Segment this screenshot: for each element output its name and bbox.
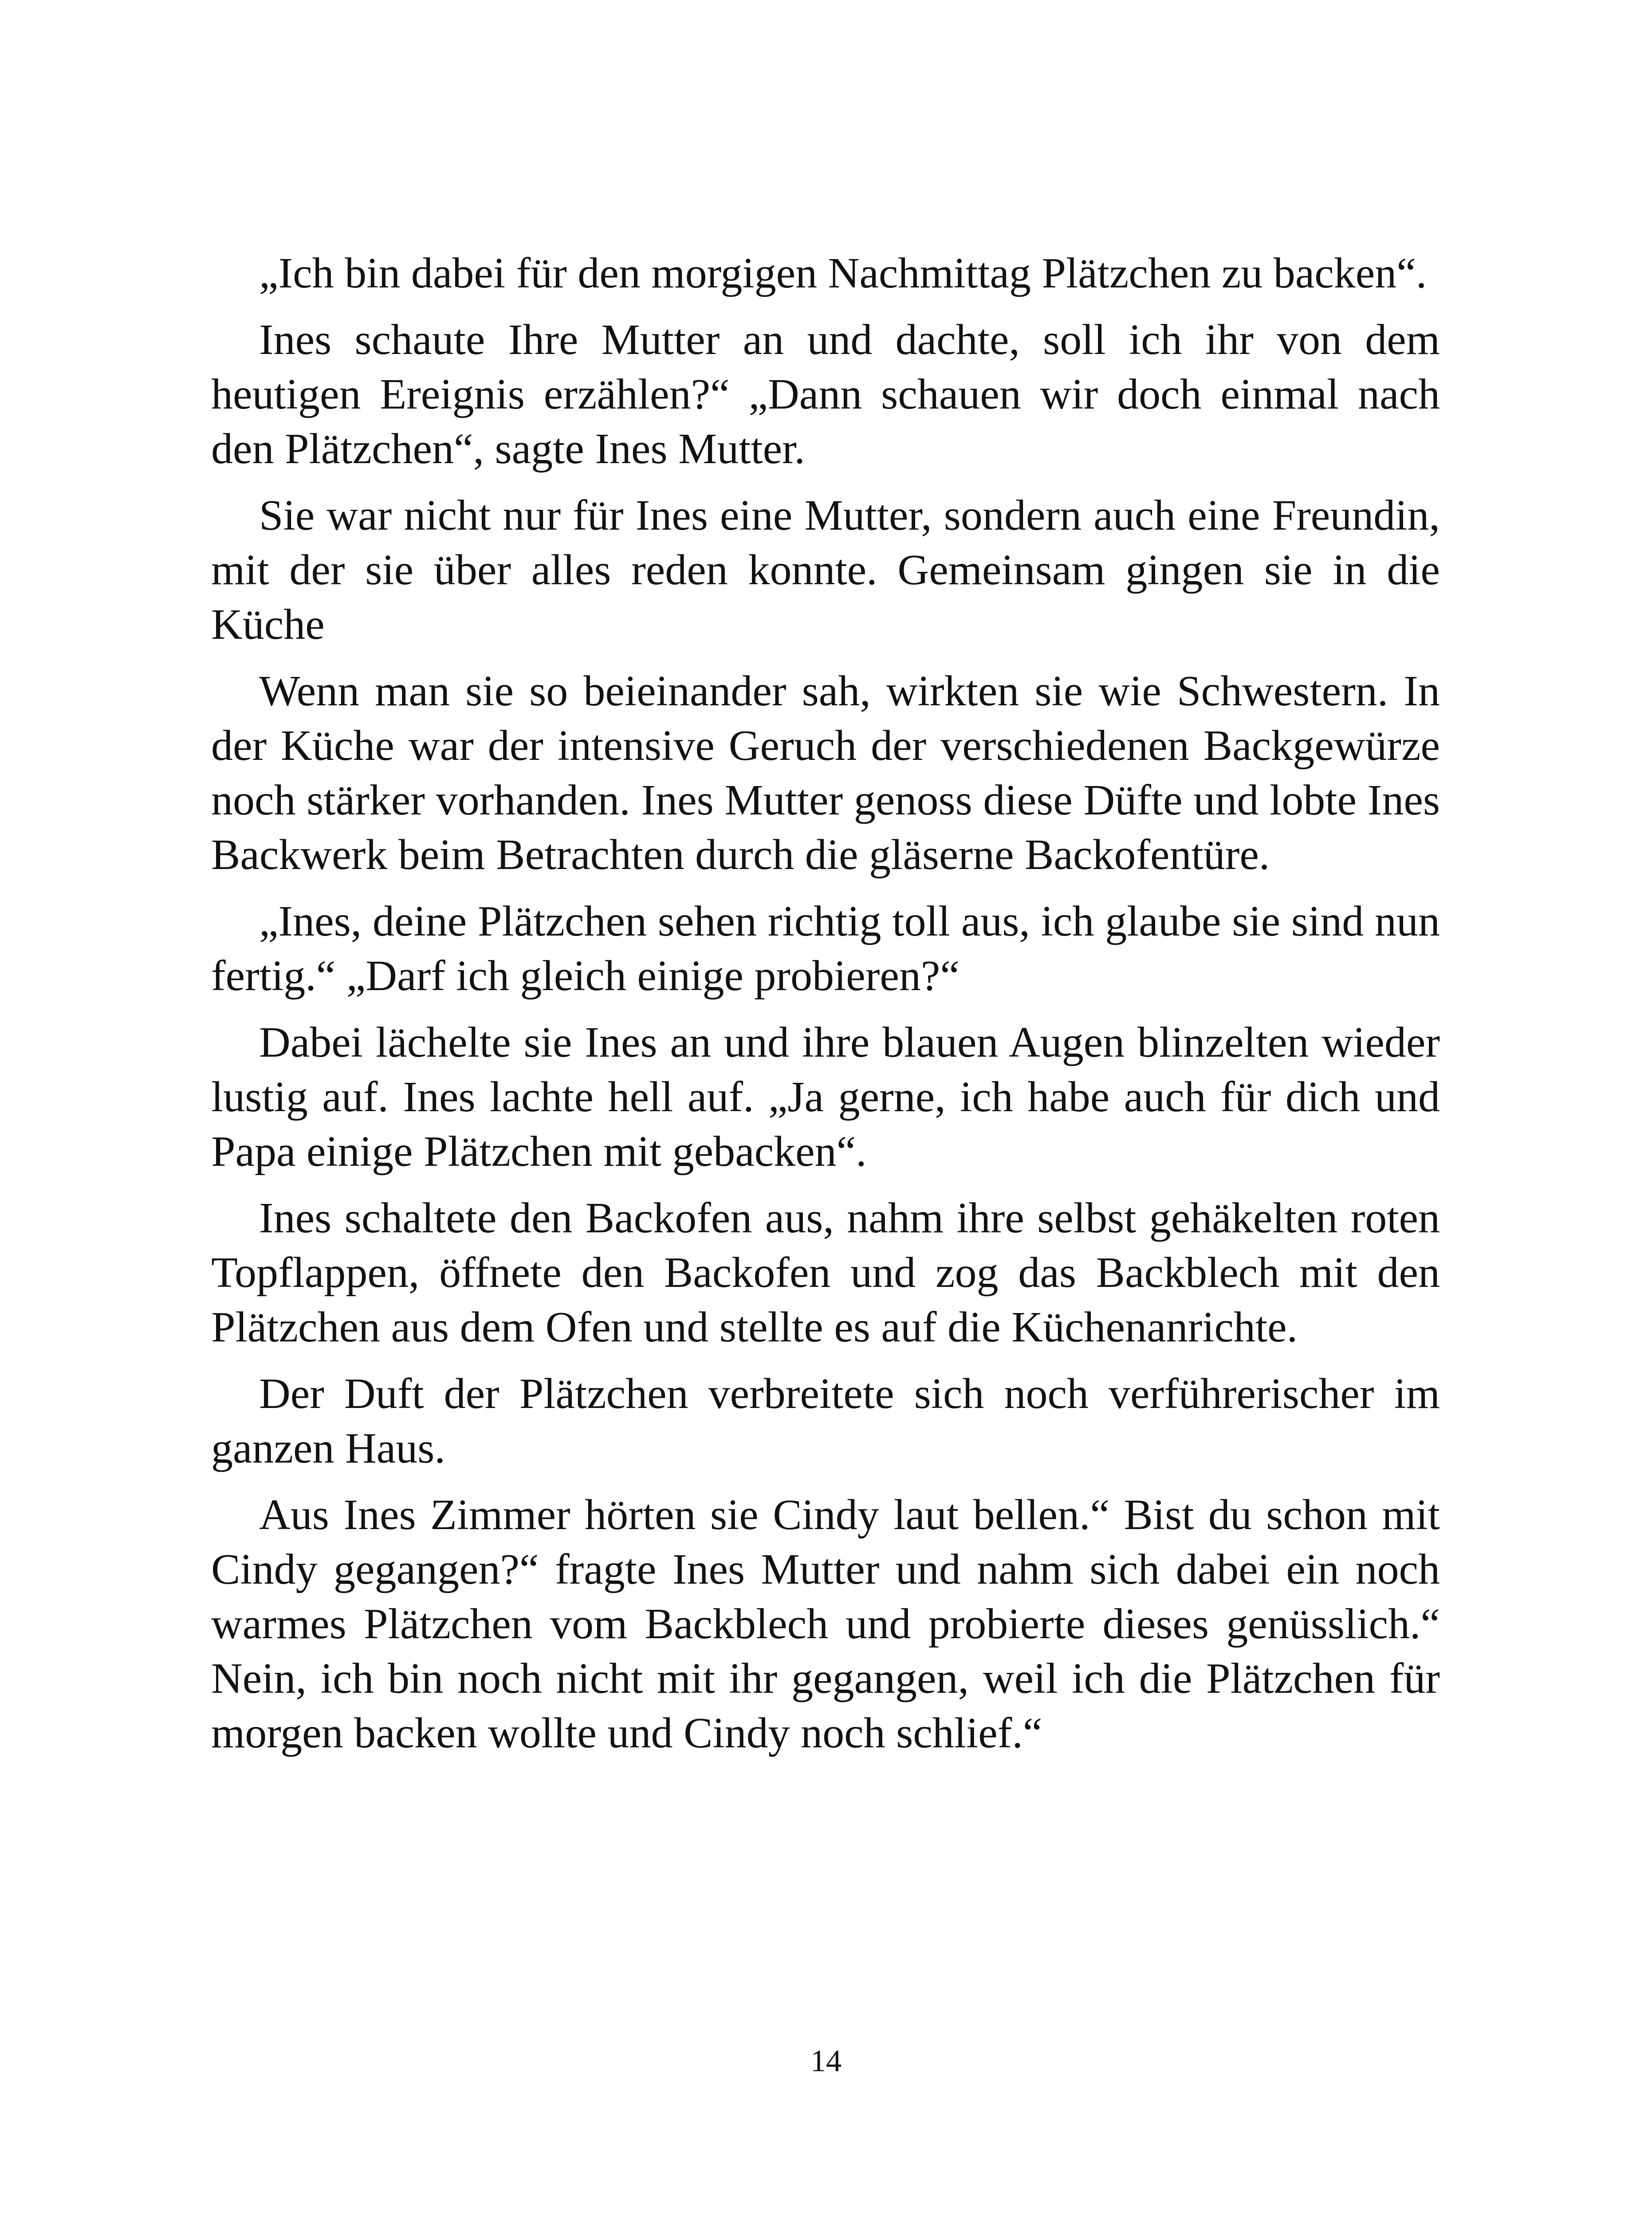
paragraph-2: Ines schaute Ihre Mutter an und dachte, soll ich ihr von dem heutigen Ereignis erzählen?“ „Dann schauen wir doch einmal nach den Plätzchen“, sagte Ines Mutter. xyxy=(211,316,1440,473)
body-text xyxy=(211,246,1440,1773)
paragraph-5: „Ines, deine Plätzchen sehen richtig toll aus, ich glaube sie sind nun fertig.“ „Darf ich gleich einige probieren?“ xyxy=(211,897,1440,1000)
paragraph-6: Dabei lächelte sie Ines an und ihre blauen Augen blinzelten wieder lustig auf. Ines lachte hell auf. „Ja gerne, ich habe auch für dich und Papa einige Plätzchen mit gebacken“. xyxy=(211,1019,1440,1176)
paragraph-9: Aus Ines Zimmer hörten sie Cindy laut bellen.“ Bist du schon mit Cindy gegangen?“ fragte Ines Mutter und nahm sich dabei ein noch warmes Plätzchen vom Backblech und probierte dieses genüsslich.“ Nein, ich bin noch nicht mit ihr gegangen, weil ich die Plätzchen für morgen backen wollte und Cindy noch schlief.“ xyxy=(211,1491,1440,1757)
paragraph-8: Der Duft der Plätzchen verbreitete sich noch verführerischer im ganzen Haus. xyxy=(211,1370,1440,1472)
paragraph-1: „Ich bin dabei für den morgigen Nachmittag Plätzchen zu backen“. xyxy=(259,249,1427,297)
page-number: 14 xyxy=(810,2044,842,2078)
paragraph-3: Sie war nicht nur für Ines eine Mutter, sondern auch eine Freundin, mit der sie über alles reden konnte. Gemeinsam gingen sie in die Küche xyxy=(211,492,1440,649)
paragraph-4: Wenn man sie so beieinander sah, wirkten sie wie Schwestern. In der Küche war der intensive Geruch der verschiedenen Backgewürze noch stärker vorhanden. Ines Mutter genoss diese Düfte und lobte Ines Backwerk beim Betrachten durch die gläserne Backofentüre. xyxy=(211,667,1440,879)
paragraph-7: Ines schaltete den Backofen aus, nahm ihre selbst gehäkelten roten Topflappen, öffnete den Backofen und zog das Backblech mit den Plätzchen aus dem Ofen und stellte es auf die Küchenanrichte. xyxy=(211,1194,1440,1351)
